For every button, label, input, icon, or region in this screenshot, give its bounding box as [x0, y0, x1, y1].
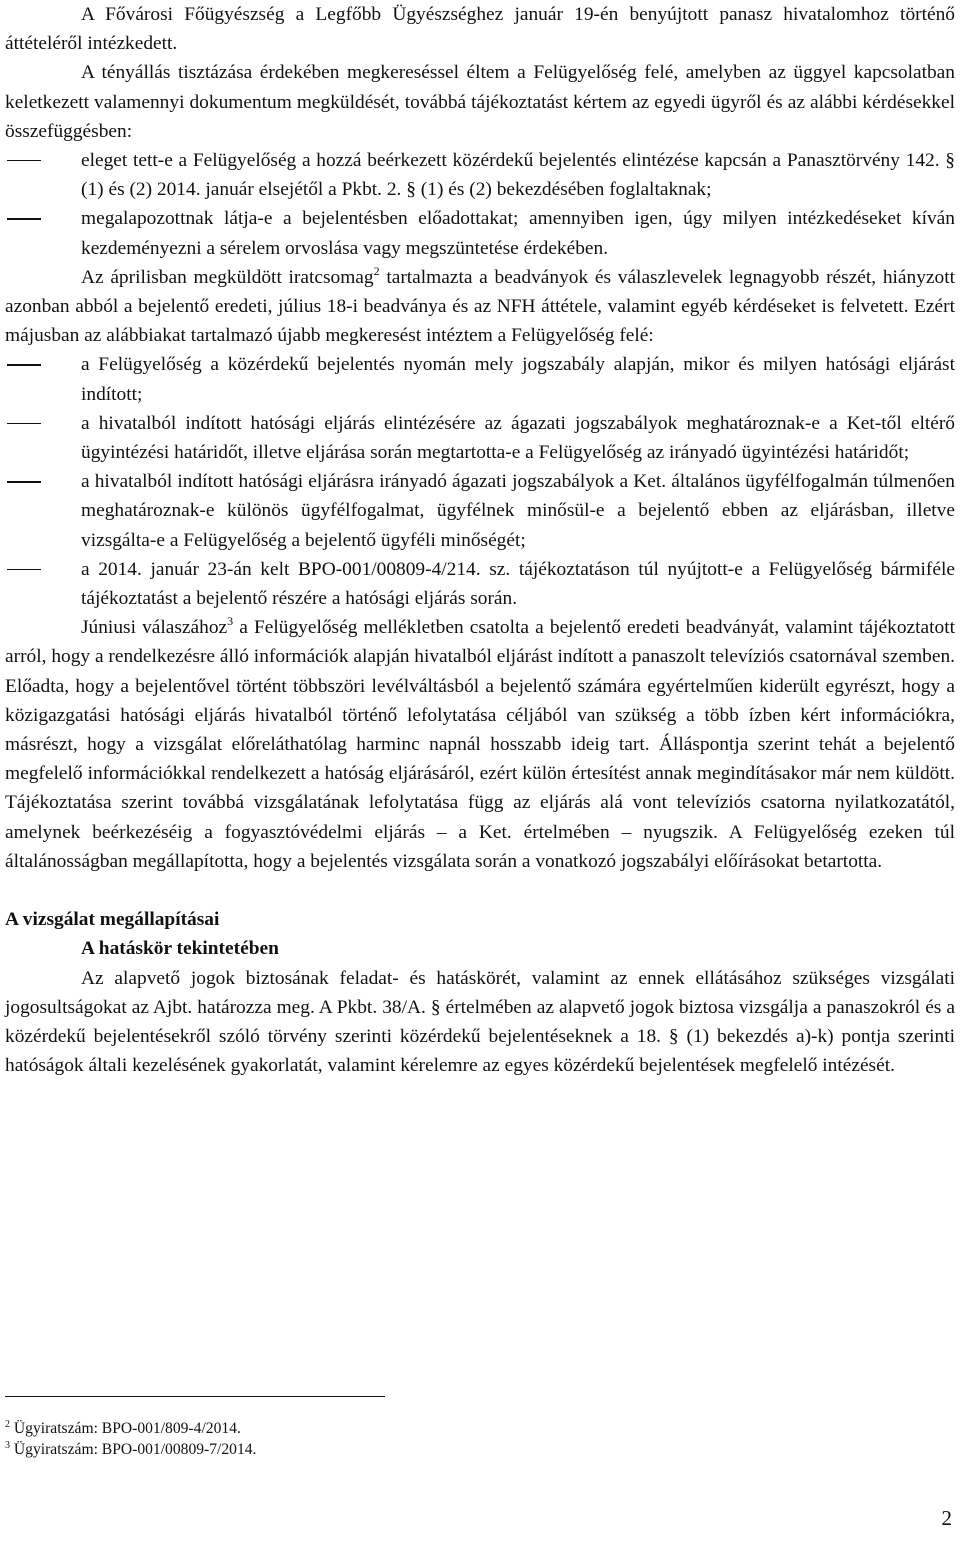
list-item: a hivatalból indított hatósági eljárásra irányadó ágazati jogszabályok a Ket. általános ügyfélfogalmán túlmenően meghatároznak-e különös ügyfélfogalmat, ügyfélnek minősül-e a bejelentő ebben az eljárásban, illetve vizsgálta-e a Felügyelőség a bejelentő ügyféli minőségét;: [5, 467, 955, 555]
page-number: 2: [941, 1506, 952, 1530]
paragraph-3: [5, 263, 955, 351]
footnote-3: [5, 1439, 605, 1460]
paragraph-3-text-a: Az áprilisban megküldött iratcsomag: [81, 266, 374, 288]
paragraph-4-text-a: Júniusi válaszához: [81, 617, 228, 639]
paragraph-4: [5, 613, 955, 876]
list-item: a 2014. január 23-án kelt BPO-001/00809-4/214. sz. tájékoztatáson túl nyújtott-e a Felügyelőség bármiféle tájékoztatást a bejelentő részére a hatósági eljárás során.: [5, 555, 955, 613]
footnote-number: 2: [5, 1419, 10, 1430]
footnote-number: 3: [5, 1440, 10, 1451]
question-list-1: [5, 146, 955, 263]
footnote-text: Ügyiratszám: BPO-001/00809-7/2014.: [13, 1441, 257, 1458]
list-item: eleget tett-e a Felügyelőség a hozzá beérkezett közérdekű bejelentés elintézése kapcsán a Panasztörvény 142. § (1) és (2) 2014. január elsejétől a Pkbt. 2. § (1) és (2) bekezdésében foglaltaknak;: [5, 146, 955, 204]
paragraph-4-text-b: a Felügyelőség mellékletben csatolta a bejelentő eredeti beadványát, valamint tájékoztatott arról, hogy a rendelkezésre álló információk alapján hivatalból eljárást indított a panaszolt televíziós csatornával szemben. Előadta, hogy a bejelentővel történt többszöri levélváltásból a bejelentő számára egyértelműen kiderült egyrészt, hogy a közigazgatási hatósági eljárás hivatalból történő lefolytatása céljából van szükség a több ízben kért információkra, másrészt, hogy a vizsgálat előreláthatólag harminc napnál hosszabb ideig tart. Álláspontja szerint tehát a bejelentő megfelelő információkkal rendelkezett a hatóság eljárásáról, ezért külön értesítést annak megindításakor már nem küldött. Tájékoztatása szerint továbbá vizsgálatának lefolytatása függ az eljárás alá vont televíziós csatorna nyilatkozatától, amelynek beérkezéséig a fogyasztóvédelmi eljárás – a Ket. értelmében – nyugszik. A Felügyelőség ezeken túl általánosságban megállapította, hogy a bejelentés vizsgálata során a vonatkozó jogszabályi előírásokat betartotta.: [5, 617, 956, 872]
footnote-text: Ügyiratszám: BPO-001/809-4/2014.: [13, 1420, 241, 1437]
paragraph-3-text-b: tartalmazta a beadványok és válaszlevelek legnagyobb részét, hiányzott azonban abból a bejelentő eredeti, július 18-i beadványa és az NFH áttétele, valamint egyéb kérdéseket is felvetett. Ezért májusban az alábbiakat tartalmazó újabb megkeresést intéztem a Felügyelőség felé:: [5, 266, 956, 347]
footnote-2: [5, 1418, 605, 1439]
list-item: a hivatalból indított hatósági eljárás elintézésére az ágazati jogszabályok meghatároznak-e a Ket-től eltérő ügyintézési határidőt, illetve eljárása során megtartotta-e a Felügyelőség az irányadó ügyintézési határidőt;: [5, 409, 955, 467]
paragraph-5: Az alapvető jogok biztosának feladat- és hatáskörét, valamint az ennek ellátásához szükséges vizsgálati jogosultságokat az Ajbt. határozza meg. A Pkbt. 38/A. § értelmében az alapvető jogok biztosa vizsgálja a panaszokról és a közérdekű bejelentésekről szóló törvény szerinti közérdekű bejelentéseknek a 18. § (1) bekezdés a)-k) pontja szerinti hatóságok általi kezelésének gyakorlatát, valamint kérelemre az egyes közérdekű bejelentések megfelelő intézését.: [5, 967, 955, 1077]
paragraph-2: A tényállás tisztázása érdekében megkereséssel éltem a Felügyelőség felé, amelyben az üggyel kapcsolatban keletkezett valamennyi dokumentum megküldését, továbbá tájékoztatást kértem az egyedi ügyről és az alábbi kérdésekkel összefüggésben:: [5, 62, 955, 142]
document-page: [5, 0, 955, 1080]
subsection-heading: A hatáskör tekintetében: [81, 938, 279, 960]
list-item: megalapozottnak látja-e a bejelentésben előadottakat; amennyiben igen, úgy milyen intézkedéseket kíván kezdeményezni a sérelem orvoslása vagy megszüntetése érdekében.: [5, 204, 955, 262]
footnotes: [5, 1396, 605, 1460]
paragraph-1: A Fővárosi Főügyészség a Legfőbb Ügyészséghez január 19-én benyújtott panasz hivatalomhoz történő áttételéről intézkedett.: [5, 4, 955, 55]
footnote-ref-2: 2: [373, 263, 380, 278]
section-heading: A vizsgálat megállapításai: [5, 909, 220, 931]
footnote-ref-3: 3: [227, 614, 234, 629]
list-item: a Felügyelőség a közérdekű bejelentés nyomán mely jogszabály alapján, mikor és milyen hatósági eljárást indított;: [5, 350, 955, 408]
question-list-2: [5, 350, 955, 613]
footnote-divider: [5, 1396, 385, 1397]
